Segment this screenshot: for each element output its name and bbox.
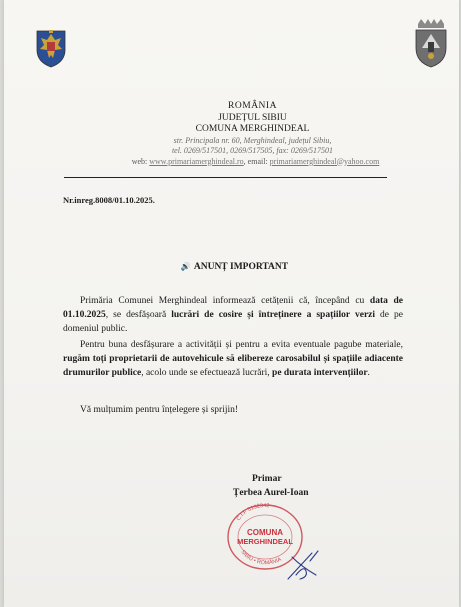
stamp-line-1: COMUNA [247, 528, 283, 537]
handwritten-signature [282, 545, 322, 585]
p1-text-2: , se desfășoară [105, 310, 172, 320]
document-page [4, 0, 459, 607]
phone-line: tel. 0269/517501, 0269/517505, fax: 0269/517501 [171, 146, 334, 155]
p1-text-1: Primăria Comunei Merghindeal informează cetățenii că, începând cu [80, 296, 370, 306]
p1-bold-date: data de 01.10.2025 [63, 296, 403, 320]
p2-bold-duration: pe durata intervențiilor [272, 368, 368, 378]
country-name: ROMÂNIA [228, 101, 277, 111]
speaker-icon: 🔊 [180, 262, 191, 271]
web-label: web: [131, 156, 148, 166]
p2-text-2: , acolo unde se efectuează lucrări, [141, 368, 273, 378]
signatory-role: Primar [252, 474, 282, 484]
paragraph-intro [63, 294, 403, 336]
p2-text-1: Pentru buna desfășurare a activității și pentru a evita eventuale pagube materiale, [80, 340, 403, 350]
paragraph-thanks: Vă mulțumim pentru înțelegere și sprijin! [80, 405, 239, 415]
header-divider [64, 177, 387, 178]
romania-coat-of-arms-icon [34, 28, 68, 68]
merghindeal-coat-of-arms-icon [412, 18, 450, 68]
email-link[interactable]: primariamerghindeal@yahoo.com [269, 156, 380, 166]
signatory-name: Țerbea Aurel-Ioan [233, 488, 309, 498]
stamp-bottom-arc-text: SIBIU • ROMÂNIA [239, 549, 283, 567]
announcement-title-text: ANUNȚ IMPORTANT [193, 262, 289, 272]
stamp-top-arc-text: C.I.F 5192342 [235, 502, 270, 522]
p2-text-3: . [367, 368, 370, 378]
p1-text-3: de pe domeniul public. [63, 310, 404, 334]
p1-bold-works: lucrări de cosire și întreținere a spațiilor verzi [171, 310, 376, 320]
email-label: , email: [243, 156, 268, 166]
stamp-line-2: MERGHINDEAL [237, 537, 293, 546]
website-link[interactable]: www.primariamerghindeal.ro [149, 156, 244, 166]
announcement-title [4, 262, 461, 272]
commune-name: COMUNA MERGHINDEAL [195, 124, 310, 134]
paragraph-request [63, 338, 403, 380]
address-line: str. Principala nr. 60, Merghindeal, județul Sibiu, [173, 135, 332, 145]
web-email-line [46, 157, 461, 168]
letterhead [4, 101, 461, 167]
registration-number: Nr.inreg.8008/01.10.2025. [63, 195, 155, 205]
p2-bold-request: rugăm toți proprietarii de autovehicule să elibereze carosabilul și spațiile adiacente drumurilor publice [63, 354, 403, 378]
county-name: JUDEȚUL SIBIU [218, 112, 287, 123]
